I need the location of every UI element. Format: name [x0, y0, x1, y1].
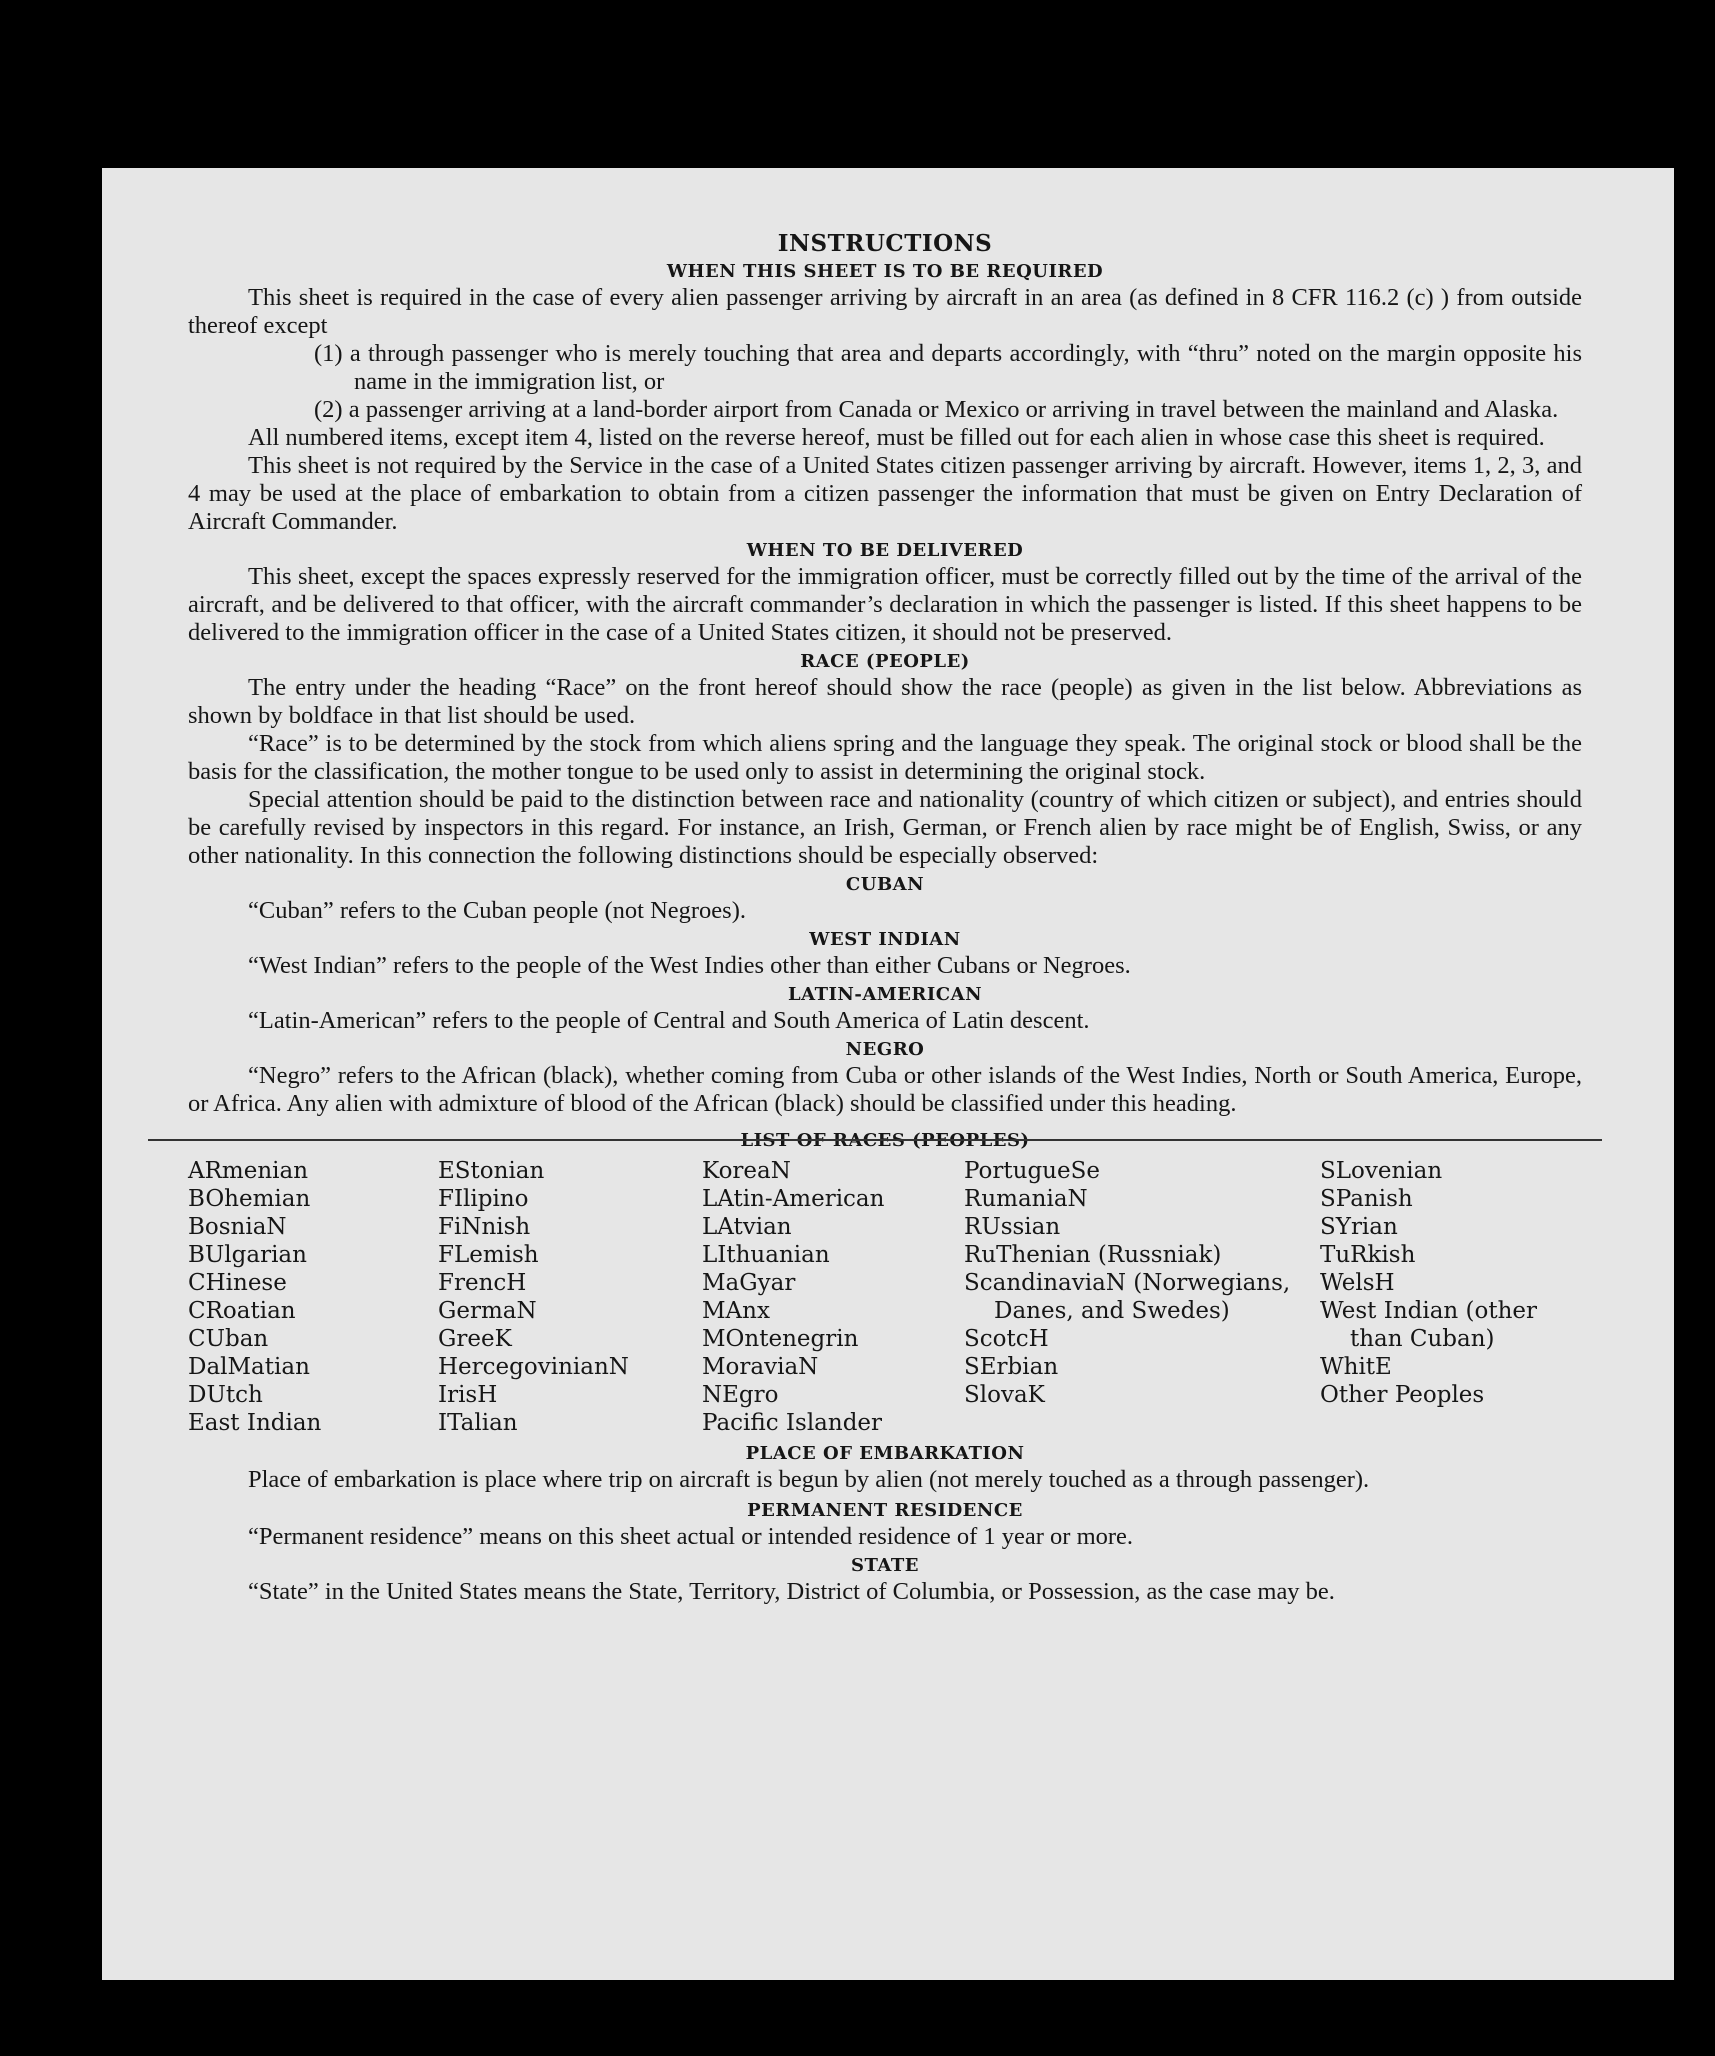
- list-item: CUban: [188, 1326, 269, 1352]
- heading-permanent-residence: PERMANENT RESIDENCE: [747, 1500, 1023, 1521]
- list-item: FrencH: [438, 1270, 527, 1296]
- heading-race: RACE (PEOPLE): [800, 651, 970, 672]
- list-item: HercegovinianN: [438, 1354, 629, 1380]
- paragraph-race-1: The entry under the heading “Race” on the front hereof should show the race (people) as given in the list below. Abbreviations as shown by boldface in that list should be used.: [188, 674, 1582, 729]
- list-item: East Indian: [188, 1410, 322, 1436]
- paragraph-state: “State” in the United States means the State, Territory, District of Columbia, or Possession, as the case may be.: [248, 1578, 1335, 1605]
- list-item: RUssian: [964, 1214, 1061, 1240]
- list-item: BOhemian: [188, 1186, 311, 1212]
- list-item: TuRkish: [1320, 1242, 1416, 1268]
- paragraph-latin-american: “Latin-American” refers to the people of Central and South America of Latin descent.: [248, 1007, 1090, 1034]
- race-column: [1320, 1157, 1580, 1437]
- paragraph-race-3: Special attention should be paid to the distinction between race and nationality (country of which citizen or subject), and entries should be carefully revised by inspectors in this regard. For instance, an Irish, German, or French alien by race might be of English, Swiss, or any other nationality. In this connection the following distinctions should be especially observed:: [188, 786, 1582, 869]
- paragraph-item-1: (1) a through passenger who is merely touching that area and departs accordingly, with “thru” noted on the margin opposite his name in the immigration list, or: [314, 340, 1582, 395]
- list-item: SlovaK: [964, 1382, 1045, 1408]
- list-item: Pacific Islander: [702, 1410, 883, 1436]
- list-item: SLovenian: [1320, 1158, 1443, 1184]
- list-item: DalMatian: [188, 1354, 310, 1380]
- paragraph-citizen: This sheet is not required by the Service in the case of a United States citizen passenger arriving by aircraft. However, items 1, 2, 3, and 4 may be used at the place of embarkation to obtain from a citizen passenger the information that must be given on Entry Declaration of Aircraft Commander.: [188, 452, 1582, 535]
- list-item: GreeK: [438, 1326, 512, 1352]
- list-item: LIthuanian: [702, 1242, 830, 1268]
- list-item: KoreaN: [702, 1158, 791, 1184]
- list-item: ARmenian: [188, 1158, 309, 1184]
- list-item: CHinese: [188, 1270, 287, 1296]
- race-column: [188, 1157, 438, 1437]
- divider: [148, 1139, 1602, 1141]
- paragraph-race-2: “Race” is to be determined by the stock from which aliens spring and the language they speak. The original stock or blood shall be the basis for the classification, the mother tongue to be used only to assist in determining the original stock.: [188, 730, 1582, 785]
- list-item: RumaniaN: [964, 1186, 1088, 1212]
- heading-negro: NEGRO: [845, 1039, 925, 1060]
- list-item: GermaN: [438, 1298, 537, 1324]
- list-item: ITalian: [438, 1410, 518, 1436]
- heading-west-indian: WEST INDIAN: [809, 929, 961, 950]
- race-column: [438, 1157, 702, 1437]
- heading-list-of-races: LIST OF RACES (PEOPLES): [740, 1130, 1030, 1151]
- paragraph-required-intro: This sheet is required in the case of every alien passenger arriving by aircraft in an area (as defined in 8 CFR 116.2 (c) ) from outside thereof except: [188, 284, 1582, 339]
- heading-embarkation: PLACE OF EMBARKATION: [745, 1443, 1025, 1464]
- page-title: INSTRUCTIONS: [777, 230, 993, 257]
- heading-latin-american: LATIN-AMERICAN: [787, 984, 983, 1005]
- paragraph-permanent-residence: “Permanent residence” means on this sheet actual or intended residence of 1 year or more.: [248, 1523, 1134, 1550]
- list-item: PortugueSe: [964, 1158, 1100, 1184]
- paragraph-negro: “Negro” refers to the African (black), whether coming from Cuba or other islands of the West Indies, North or South America, Europe, or Africa. Any alien with admixture of blood of the African (black) should be classified under this heading.: [188, 1062, 1582, 1117]
- list-item: EStonian: [438, 1158, 545, 1184]
- paragraph-delivered: This sheet, except the spaces expressly reserved for the immigration officer, must be correctly filled out by the time of the arrival of the aircraft, and be delivered to that officer, with the aircraft commander’s declaration in which the passenger is listed. If this sheet happens to be delivered to the immigration officer in the case of a United States citizen, it should not be preserved.: [188, 563, 1582, 646]
- list-item: SPanish: [1320, 1186, 1413, 1212]
- paragraph-embarkation: Place of embarkation is place where trip on aircraft is begun by alien (not merely touched as a through passenger).: [248, 1466, 1370, 1493]
- paragraph-item-2: (2) a passenger arriving at a land-border airport from Canada or Mexico or arriving in travel between the mainland and Alaska.: [314, 396, 1559, 423]
- heading-when-required: WHEN THIS SHEET IS TO BE REQUIRED: [666, 261, 1104, 282]
- list-item: LAtvian: [702, 1214, 792, 1240]
- list-item: LAtin-American: [702, 1186, 885, 1212]
- list-item: MaGyar: [702, 1270, 796, 1296]
- race-column: [964, 1157, 1320, 1437]
- heading-when-delivered: WHEN TO BE DELIVERED: [746, 540, 1024, 561]
- list-item: BUlgarian: [188, 1242, 307, 1268]
- race-column: [702, 1157, 964, 1437]
- list-item: NEgro: [702, 1382, 779, 1408]
- list-item: DUtch: [188, 1382, 263, 1408]
- list-item: BosniaN: [188, 1214, 287, 1240]
- heading-state: STATE: [850, 1555, 919, 1576]
- list-item: RuThenian (Russniak): [964, 1242, 1222, 1268]
- list-item: ScotcH: [964, 1326, 1049, 1352]
- list-item: WhitE: [1320, 1354, 1392, 1380]
- list-item: WelsH: [1320, 1270, 1395, 1296]
- list-item: West Indian (other than Cuban): [1320, 1298, 1538, 1352]
- list-item: IrisH: [438, 1382, 498, 1408]
- list-item: MAnx: [702, 1298, 770, 1324]
- paragraph-west-indian: “West Indian” refers to the people of the West Indies other than either Cubans or Negroes.: [248, 952, 1131, 979]
- list-item: FLemish: [438, 1242, 539, 1268]
- list-item: MoraviaN: [702, 1354, 819, 1380]
- paragraph-numbered-items: All numbered items, except item 4, listed on the reverse hereof, must be filled out for each alien in whose case this sheet is required.: [248, 424, 1545, 451]
- list-item: MOntenegrin: [702, 1326, 859, 1352]
- list-item: ScandinaviaN (Norwegians, Danes, and Swedes): [964, 1270, 1291, 1324]
- paragraph-cuban: “Cuban” refers to the Cuban people (not Negroes).: [248, 897, 746, 924]
- list-item: SYrian: [1320, 1214, 1398, 1240]
- heading-cuban: CUBAN: [845, 874, 925, 895]
- list-item: FiNnish: [438, 1214, 531, 1240]
- race-list: [188, 1157, 1582, 1437]
- list-item: Other Peoples: [1320, 1382, 1485, 1408]
- list-item: FIlipino: [438, 1186, 529, 1212]
- list-item: CRoatian: [188, 1298, 296, 1324]
- instruction-sheet: [102, 168, 1674, 1980]
- list-item: SErbian: [964, 1354, 1059, 1380]
